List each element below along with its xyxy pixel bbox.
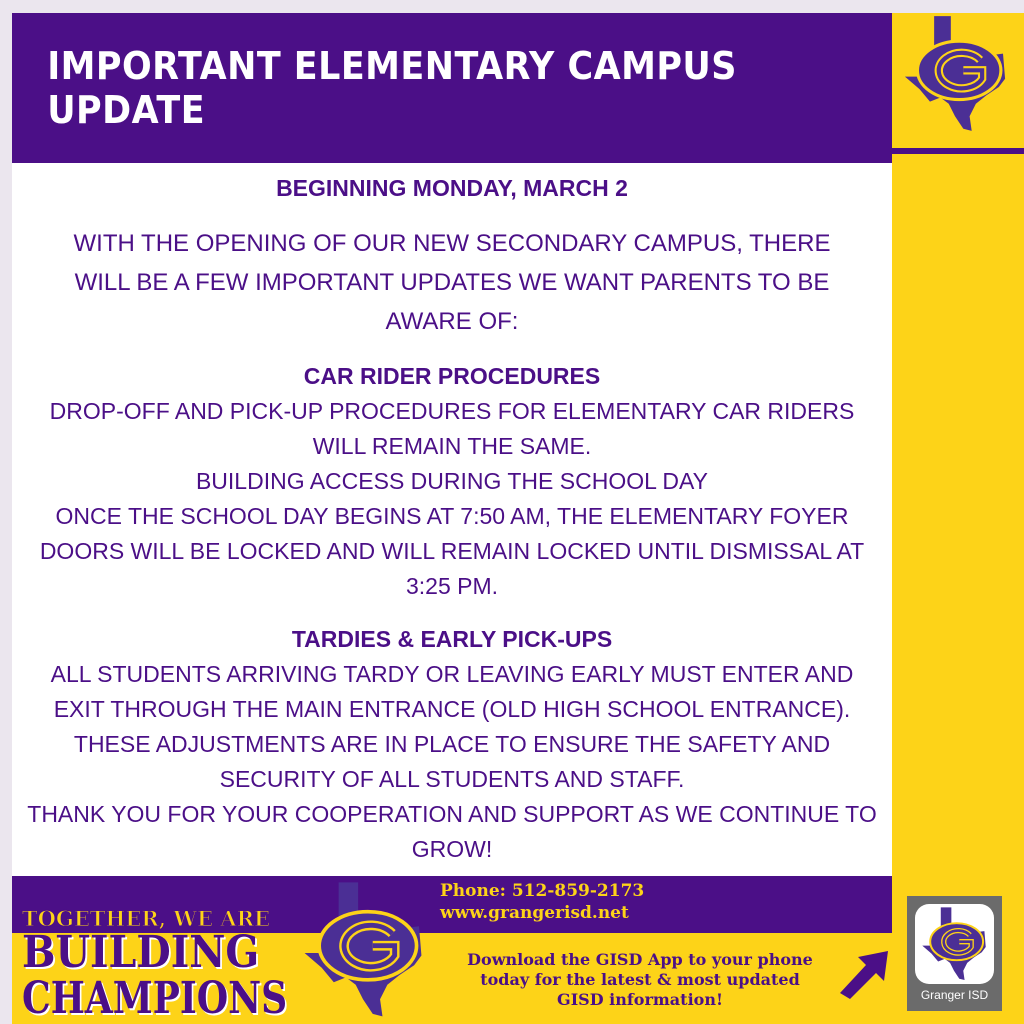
body-line: DROP-OFF AND PICK-UP PROCEDURES FOR ELEMENTARY CAR RIDERS bbox=[49, 398, 855, 424]
phone: Phone: 512-859-2173 bbox=[440, 881, 645, 901]
body-line: 3:25 PM. bbox=[405, 573, 499, 599]
arrow-right-icon bbox=[836, 945, 896, 1000]
start-date: BEGINNING MONDAY, MARCH 2 bbox=[276, 175, 628, 201]
slogan-together: TOGETHER, WE ARE bbox=[22, 906, 271, 931]
page-title: IMPORTANT ELEMENTARY CAMPUS UPDATE bbox=[47, 44, 737, 132]
body-line: THANK YOU FOR YOUR COOPERATION AND SUPPORT AS WE CONTINUE TO bbox=[27, 801, 877, 827]
slogan-champions: CHAMPIONS bbox=[22, 973, 288, 1024]
body-line: BUILDING ACCESS DURING THE SCHOOL DAY bbox=[195, 468, 709, 494]
divider bbox=[892, 148, 1024, 154]
side-stripe bbox=[892, 13, 1024, 1024]
app-badge[interactable] bbox=[907, 896, 1002, 1011]
gisd-logo-icon bbox=[298, 880, 428, 1020]
app-icon bbox=[915, 904, 994, 984]
download-line: GISD information! bbox=[557, 990, 723, 1009]
website-link[interactable]: www.grangerisd.net bbox=[440, 903, 629, 923]
download-app-text bbox=[440, 950, 840, 1010]
body-line: DOORS WILL BE LOCKED AND WILL REMAIN LOCKED UNTIL DISMISSAL AT bbox=[39, 538, 865, 564]
body-line: ALL STUDENTS ARRIVING TARDY OR LEAVING EARLY MUST ENTER AND bbox=[50, 661, 854, 687]
section-heading: CAR RIDER PROCEDURES bbox=[303, 363, 601, 389]
download-line: Download the GISD App to your phone bbox=[467, 950, 813, 969]
slogan-building: BUILDING bbox=[22, 927, 260, 978]
section-heading: TARDIES & EARLY PICK-UPS bbox=[291, 626, 613, 652]
download-line: today for the latest & most updated bbox=[480, 970, 800, 989]
body-line: ONCE THE SCHOOL DAY BEGINS AT 7:50 AM, THE ELEMENTARY FOYER bbox=[55, 503, 849, 529]
gisd-logo-icon bbox=[895, 14, 1015, 134]
announcement-body bbox=[12, 163, 892, 876]
body-line: EXIT THROUGH THE MAIN ENTRANCE (OLD HIGH SCHOOL ENTRANCE). bbox=[53, 696, 851, 722]
body-line: SECURITY OF ALL STUDENTS AND STAFF. bbox=[219, 766, 685, 792]
header-banner bbox=[12, 13, 892, 163]
intro-line: WITH THE OPENING OF OUR NEW SECONDARY CAMPUS, THERE bbox=[73, 230, 831, 257]
app-label: Granger ISD bbox=[920, 988, 989, 1002]
body-line: THESE ADJUSTMENTS ARE IN PLACE TO ENSURE THE SAFETY AND bbox=[73, 731, 831, 757]
body-line: WILL REMAIN THE SAME. bbox=[312, 433, 592, 459]
contact-info bbox=[440, 880, 644, 924]
intro-line: WILL BE A FEW IMPORTANT UPDATES WE WANT PARENTS TO BE bbox=[74, 269, 830, 296]
body-line: GROW! bbox=[411, 836, 493, 862]
intro-line: AWARE OF: bbox=[385, 308, 519, 335]
